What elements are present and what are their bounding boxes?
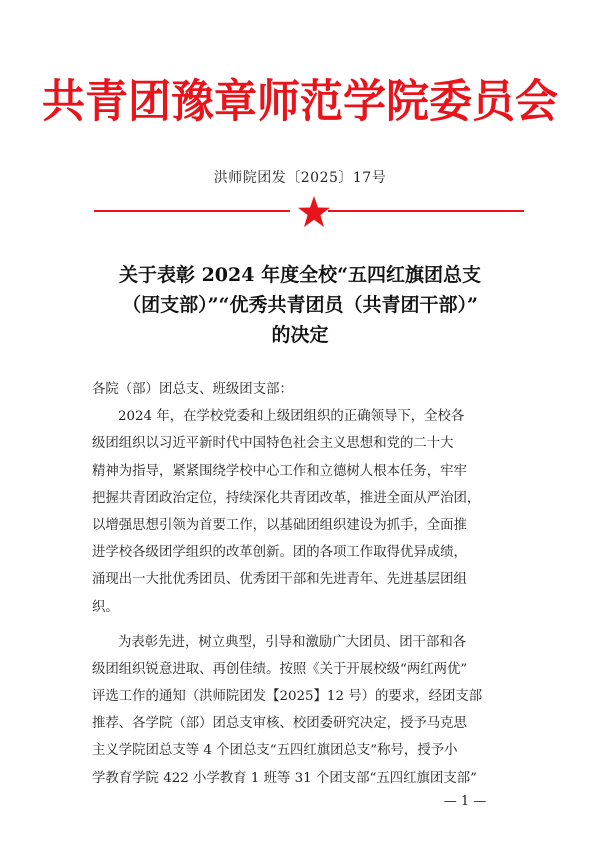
document-body xyxy=(92,376,512,792)
para1-line-5: 以增强思想引领为首要工作，以基础团组织建设为抓手，全面推 xyxy=(92,517,467,533)
para1-line-7: 涌现出一大批优秀团员、优秀团干部和先进青年、先进基层团组 xyxy=(92,572,467,588)
para1-line-8: 织。 xyxy=(92,599,119,615)
document-title xyxy=(70,260,530,350)
para1-line-4: 把握共青团政治定位，持续深化共青团改革，推进全面从严治团， xyxy=(92,490,481,506)
title-line-3: 的决定 xyxy=(271,324,329,346)
red-star-icon xyxy=(297,195,331,229)
para2-line-5: 主义学院团总支等 4 个团总支“五四红旗团总支”称号，授予小 xyxy=(92,743,458,759)
para1-line-1: 2024 年，在学校党委和上级团组织的正确领导下，全校各 xyxy=(118,409,465,425)
red-rule-right xyxy=(328,210,524,212)
salutation: 各院（部）团总支、班级团支部： xyxy=(92,382,293,397)
para2-line-6: 学教育学院 422 小学教育 1 班等 31 个团支部“五四红旗团支部” xyxy=(92,770,477,786)
para2-line-3: 评选工作的通知（洪师院团发【2025】12 号）的要求，经团支部 xyxy=(92,689,483,705)
paragraph-gap xyxy=(92,621,512,629)
title-line-2: （团支部）”“优秀共青团员（共青团干部）” xyxy=(122,294,478,316)
document-number: 洪师院团发〔2025〕17号 xyxy=(213,170,387,186)
page-number xyxy=(0,794,600,809)
page-number-label: — 1 — xyxy=(443,794,487,809)
para2-line-4: 推荐、各学院（部）团总支审核、校团委研究决定，授予马克思 xyxy=(92,716,467,732)
org-title: 共青团豫章师范学院委员会 xyxy=(42,75,558,129)
title-line-1: 关于表彰 2024 年度全校“五四红旗团总支 xyxy=(118,264,482,286)
para1-line-3: 精神为指导，紧紧围绕学校中心工作和立德树人根本任务，牢牢 xyxy=(92,463,467,479)
para1-line-6: 进学校各级团学组织的改革创新。团的各项工作取得优异成绩， xyxy=(92,545,467,561)
red-rule-left xyxy=(94,210,290,212)
para2-line-2: 级团组织锐意进取、再创佳绩。按照《关于开展校级“两红两优” xyxy=(92,661,468,677)
para1-line-2: 级团组织以习近平新时代中国特色社会主义思想和党的二十大 xyxy=(92,436,454,452)
para2-line-1: 为表彰先进，树立典型，引导和激励广大团员、团干部和各 xyxy=(118,634,467,650)
